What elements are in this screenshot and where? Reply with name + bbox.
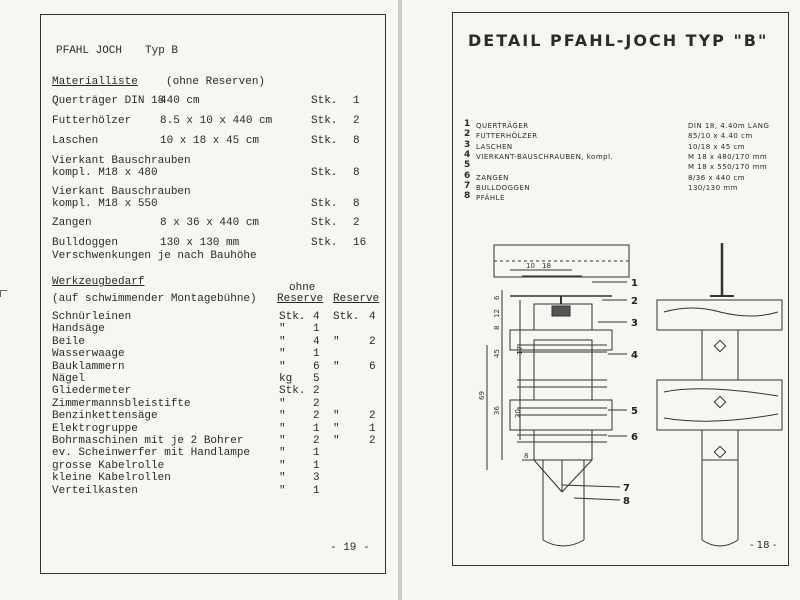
material-unit: Stk.: [311, 237, 338, 249]
column-reserve: Reserve: [277, 293, 324, 305]
materials-heading: Materialliste: [52, 76, 138, 88]
legend-number: 4: [464, 149, 471, 160]
legend-item: VIERKANT-BAUSCHRAUBEN, kompl.: [476, 152, 614, 161]
legend-spec: 8/36 x 440 cm: [688, 173, 746, 182]
tool-reserve-unit: ": [333, 335, 340, 348]
document-title: PFAHL JOCH: [56, 45, 123, 57]
tool-qty: 1: [313, 422, 320, 435]
material-name-line2: kompl. M18 x 550: [52, 198, 158, 210]
dimension-label: 20: [514, 409, 522, 418]
legend-spec: DIN 18, 4.40m LANG: [688, 122, 770, 130]
material-name-line2: kompl. M18 x 480: [52, 167, 158, 179]
material-unit: Stk.: [311, 217, 338, 229]
legend-number: 5: [464, 160, 471, 171]
tool-unit: ": [279, 459, 286, 472]
tool-qty: 5: [313, 373, 320, 385]
dimension-label: 69: [478, 391, 486, 400]
tool-qty: 2: [313, 397, 320, 410]
tool-name: grosse Kabelrolle: [52, 459, 165, 472]
material-name: Vierkant Bauschrauben: [52, 155, 191, 167]
material-dimension: 8.5 x 10 x 440 cm: [160, 115, 273, 127]
legend-spec: 85/10 x 4.40 cm: [688, 132, 753, 141]
tools-heading: Werkzeugbedarf: [52, 276, 145, 288]
material-name: Zangen: [52, 217, 92, 229]
tool-reserve-unit: ": [333, 422, 340, 435]
material-name: Futterhölzer: [52, 115, 132, 127]
material-unit: Stk.: [311, 167, 338, 179]
legend-item: BULLDOGGEN: [476, 183, 531, 192]
column-reserve-2: Reserve: [333, 293, 380, 305]
tool-name: Benzinkettensäge: [52, 410, 158, 423]
tool-qty: 2: [313, 385, 320, 398]
tool-qty: 1: [313, 447, 320, 460]
dimension-label: 8: [493, 325, 501, 330]
legend-item: PFÄHLE: [476, 194, 505, 203]
tool-name: Bohrmaschinen mit je 2 Bohrer: [52, 435, 244, 447]
drawing-label: 3: [631, 318, 638, 329]
tool-name: Verteilkasten: [52, 484, 138, 497]
legend-spec: 10/18 x 45 cm: [688, 142, 746, 151]
tool-qty: 1: [313, 348, 320, 361]
material-name: Querträger DIN 18: [52, 95, 165, 107]
column-ohne: ohne: [289, 282, 316, 294]
legend-item: ZANGEN: [476, 173, 509, 182]
material-qty: 8: [353, 198, 360, 210]
tool-name: Beile: [52, 335, 86, 348]
legend-item: LASCHEN: [476, 142, 513, 151]
dimension-label: 45: [493, 349, 501, 358]
tool-unit: ": [279, 335, 286, 348]
right-page-number: - 18 -: [750, 540, 777, 551]
detail-title: DETAIL PFAHL-JOCH TYP "B": [468, 31, 769, 50]
dimension-label: 6: [493, 295, 501, 300]
tool-reserve-qty: 2: [369, 410, 376, 423]
material-qty: 1: [353, 95, 360, 107]
tool-qty: 6: [313, 360, 320, 373]
dimension-label: 18: [542, 262, 551, 270]
tool-reserve-unit: ": [333, 410, 340, 423]
tool-unit: Stk.: [279, 385, 306, 398]
drawing-label: 7: [623, 483, 630, 494]
tool-unit: ": [279, 472, 286, 485]
material-unit: Stk.: [311, 95, 338, 107]
dimension-label: 10: [526, 262, 535, 270]
material-qty: 16: [353, 237, 367, 249]
legend-number: 1: [464, 119, 471, 129]
tool-name: Nägel: [52, 373, 86, 385]
legend-spec: M 18 x 480/170 mm: [688, 152, 768, 161]
page-number: - 19 -: [330, 542, 370, 554]
tool-reserve-qty: 4: [369, 311, 376, 323]
tool-unit: Stk.: [279, 311, 306, 323]
materials-footer: Verschwenkungen je nach Bauhöhe: [52, 250, 257, 262]
dimension-label: 36: [493, 406, 501, 415]
tool-qty: 3: [313, 472, 320, 485]
tool-qty: 4: [313, 311, 320, 323]
tool-unit: kg: [279, 373, 293, 385]
tool-unit: ": [279, 422, 286, 435]
dimension-label: 12: [493, 309, 501, 318]
tool-name: Zimmermannsbleistifte: [52, 397, 191, 410]
tool-name: ev. Scheinwerfer mit Handlampe: [52, 447, 251, 460]
material-qty: 2: [353, 217, 360, 229]
dimension-label: 17: [516, 346, 524, 355]
tool-reserve-qty: 2: [369, 335, 376, 348]
legend-spec: M 18 x 550/170 mm: [688, 163, 768, 172]
tool-reserve-unit: Stk.: [333, 311, 360, 323]
binding-mark: [0, 290, 7, 297]
legend-number: 6: [464, 170, 471, 181]
tool-name: Bauklammern: [52, 360, 125, 373]
tool-qty: 1: [313, 459, 320, 472]
tool-name: Gliedermeter: [52, 385, 132, 398]
materials-note: (ohne Reserven): [166, 76, 266, 88]
legend-number: 2: [464, 129, 471, 140]
tool-name: kleine Kabelrollen: [52, 472, 171, 485]
material-qty: 8: [353, 135, 360, 147]
left-page: [0, 0, 398, 600]
tool-unit: ": [279, 484, 286, 497]
tool-reserve-qty: 1: [369, 422, 376, 435]
tool-qty: 1: [313, 484, 320, 497]
drawing-label: 5: [631, 406, 638, 417]
tool-name: Schnürleinen: [52, 311, 132, 323]
tool-unit: ": [279, 435, 286, 447]
tool-unit: ": [279, 397, 286, 410]
tool-unit: ": [279, 410, 286, 423]
dimension-label: 8: [524, 452, 529, 460]
tool-name: Elektrogruppe: [52, 422, 138, 435]
material-dimension: 8 x 36 x 440 cm: [160, 217, 260, 229]
material-qty: 8: [353, 167, 360, 179]
tool-qty: 1: [313, 323, 320, 336]
legend-number: 7: [464, 180, 471, 191]
drawing-label: 6: [631, 432, 638, 443]
material-name: Bulldoggen: [52, 237, 119, 249]
tool-reserve-unit: ": [333, 435, 340, 447]
tool-unit: ": [279, 348, 286, 361]
material-dimension: 10 x 18 x 45 cm: [160, 135, 260, 147]
legend-spec: 130/130 mm: [688, 183, 738, 192]
construction-drawing: [402, 0, 800, 600]
material-qty: 2: [353, 115, 360, 127]
drawing-label: 4: [631, 350, 638, 361]
drawing-label: 1: [631, 278, 638, 289]
clamp-section: [657, 380, 782, 430]
material-name: Laschen: [52, 135, 99, 147]
material-unit: Stk.: [311, 115, 338, 127]
material-name: Vierkant Bauschrauben: [52, 186, 191, 198]
legend-item: QUERTRÄGER: [476, 122, 529, 130]
bolt-plate: [552, 306, 570, 316]
drawing-label: 2: [631, 296, 638, 307]
legend-number: 3: [464, 139, 471, 150]
material-unit: Stk.: [311, 198, 338, 210]
tool-reserve-qty: 6: [369, 360, 376, 373]
tool-reserve-unit: ": [333, 360, 340, 373]
material-unit: Stk.: [311, 135, 338, 147]
tool-name: Wasserwaage: [52, 348, 125, 361]
tool-qty: 2: [313, 435, 320, 447]
tool-unit: ": [279, 360, 286, 373]
tool-qty: 2: [313, 410, 320, 423]
material-dimension: 130 x 130 mm: [160, 237, 240, 249]
drawing-label: 8: [623, 496, 630, 507]
tool-reserve-qty: 2: [369, 435, 376, 447]
tools-note: (auf schwimmender Montagebühne): [52, 293, 257, 305]
legend-item: FUTTERHÖLZER: [476, 132, 538, 141]
tool-name: Handsäge: [52, 323, 105, 336]
document-type: Typ B: [145, 45, 179, 57]
legend-number: 8: [464, 191, 471, 202]
material-dimension: 440 cm: [160, 95, 200, 107]
tool-unit: ": [279, 447, 286, 460]
tool-unit: ": [279, 323, 286, 336]
right-page: [402, 0, 800, 600]
tool-qty: 4: [313, 335, 320, 348]
